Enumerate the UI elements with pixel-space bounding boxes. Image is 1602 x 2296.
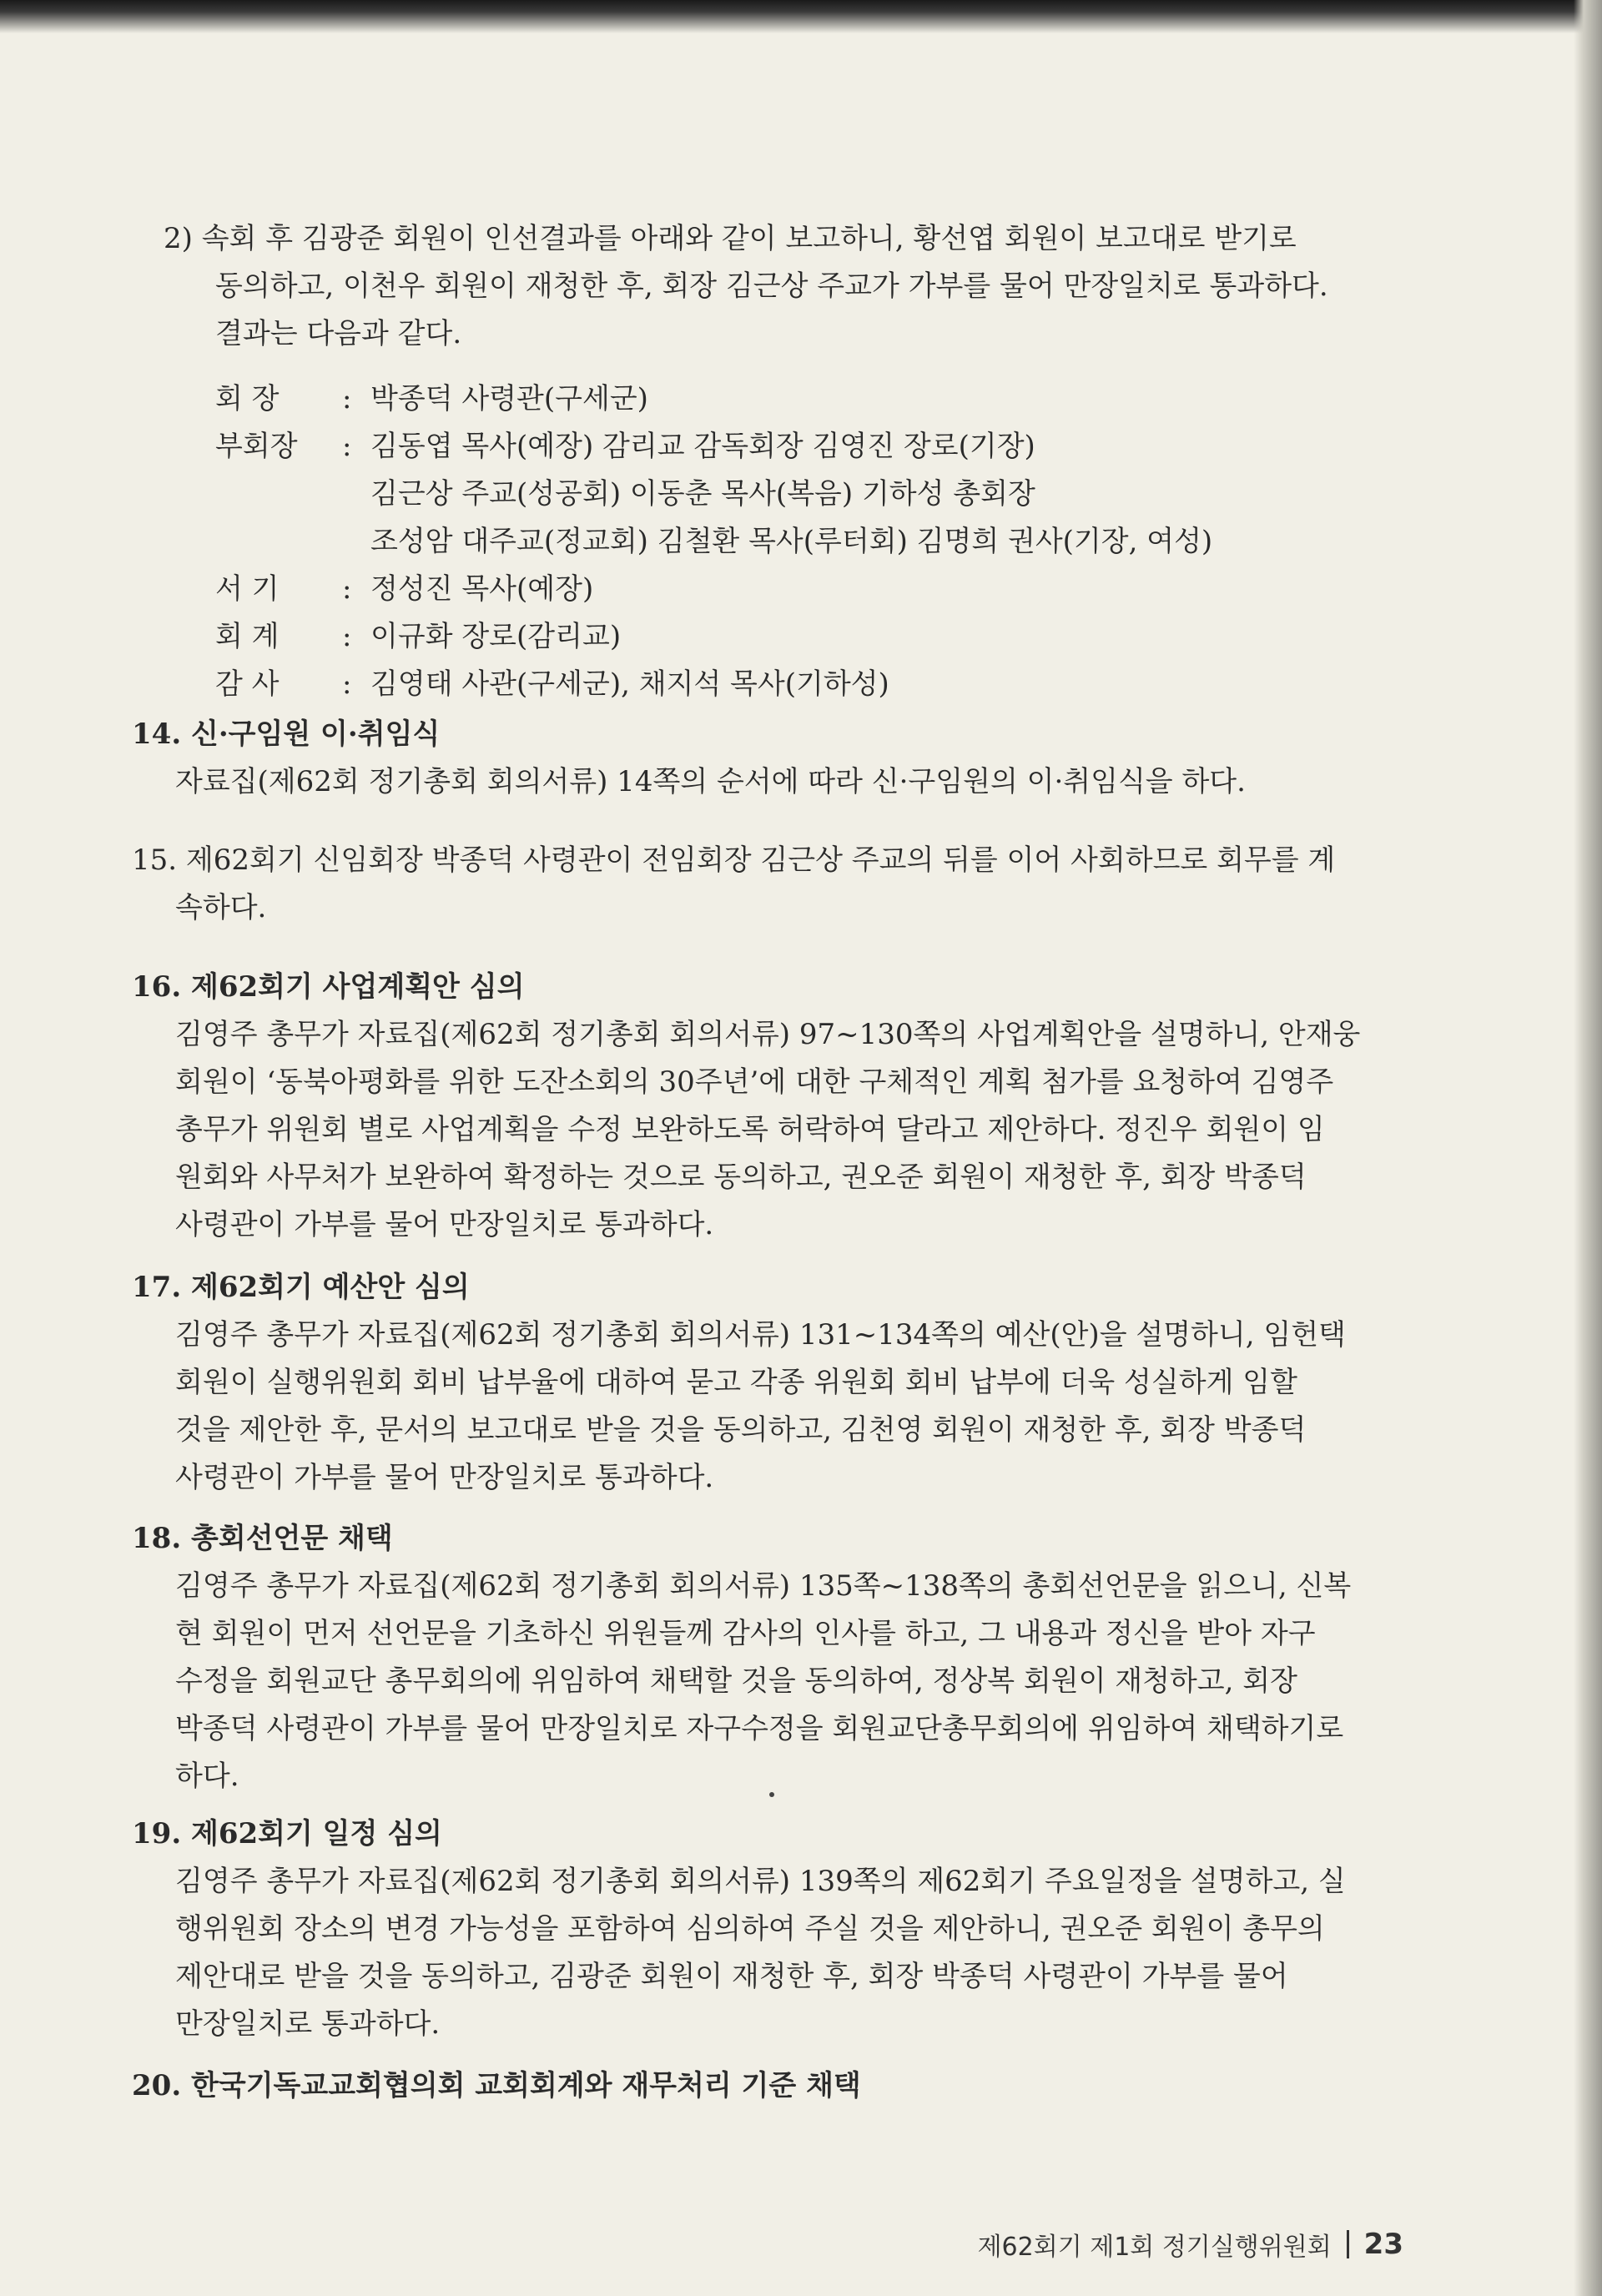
section-heading xyxy=(132,1515,1351,1563)
page-number: 23 xyxy=(1363,2228,1403,2261)
section-body-line: 것을 제안한 후, 문서의 보고대로 받을 것을 동의하고, 김천영 회원이 재청한 후, 회장 박종덕 xyxy=(175,1413,1307,1447)
item-2-paragraph xyxy=(164,215,1328,358)
section-heading xyxy=(132,2062,861,2110)
section-body-line: 김영주 총무가 자료집(제62회 정기총회 회의서류) 135쪽~138쪽의 총회선언문을 읽으니, 신복 xyxy=(175,1569,1352,1603)
officer-value: 이규화 장로(감리교) xyxy=(370,620,622,653)
section-number: 18. xyxy=(132,1522,182,1555)
section-body-line: 회원이 ‘동북아평화를 위한 도잔소회의 30주년’에 대한 구체적인 계획 첨가를 요청하여 김영주 xyxy=(175,1065,1334,1099)
section-heading xyxy=(132,1264,1346,1312)
section-heading xyxy=(132,1810,1346,1858)
section-heading xyxy=(132,711,1246,758)
section-title: 제62회기 일정 심의 xyxy=(191,1817,442,1850)
section-body-line: 제안대로 받을 것을 동의하고, 김광준 회원이 재청한 후, 회장 박종덕 사령관이 가부를 물어 xyxy=(175,1960,1288,1993)
section-14 xyxy=(132,711,1246,806)
officer-value: 김근상 주교(성공회) 이동춘 목사(복음) 기하성 총회장 xyxy=(370,477,1035,511)
section-number: 15. xyxy=(132,843,178,877)
section-body-line: 하다. xyxy=(175,1760,239,1793)
scan-shadow-right xyxy=(1574,0,1602,2296)
officer-colon: : xyxy=(342,667,352,701)
officer-list xyxy=(215,375,1212,708)
officer-colon: : xyxy=(342,430,352,463)
section-body-line xyxy=(132,837,1335,884)
section-body-line: 사령관이 가부를 물어 만장일치로 통과하다. xyxy=(175,1461,714,1494)
footer-divider xyxy=(1347,2230,1349,2258)
section-title: 신·구임원 이·취임식 xyxy=(191,718,441,751)
section-title: 제62회기 사업계획안 심의 xyxy=(191,970,525,1004)
section-body-text: 제62회기 신임회장 박종덕 사령관이 전임회장 김근상 주교의 뒤를 이어 사회하므로 회무를 계 xyxy=(185,843,1336,877)
section-body-line: 사령관이 가부를 물어 만장일치로 통과하다. xyxy=(175,1208,714,1241)
officer-colon: : xyxy=(342,382,352,415)
officer-row-auditor xyxy=(215,661,1212,708)
section-body-line: 김영주 총무가 자료집(제62회 정기총회 회의서류) 131~134쪽의 예산(안)을 설명하니, 임헌택 xyxy=(175,1318,1346,1352)
officer-value: 정성진 목사(예장) xyxy=(370,572,594,606)
officer-colon: : xyxy=(342,572,352,606)
officer-row-treasurer xyxy=(215,613,1212,661)
officer-colon: : xyxy=(342,620,352,653)
section-title: 제62회기 예산안 심의 xyxy=(191,1271,470,1304)
section-body-line: 박종덕 사령관이 가부를 물어 만장일치로 자구수정을 회원교단총무회의에 위임하여 채택하기로 xyxy=(175,1712,1344,1745)
officer-label: 회 장 xyxy=(215,382,280,415)
officer-value: 김동엽 목사(예장) 감리교 감독회장 김영진 장로(기장) xyxy=(370,430,1035,463)
officer-row-vice-president xyxy=(215,423,1212,566)
section-body-line: 행위원회 장소의 변경 가능성을 포함하여 심의하여 주실 것을 제안하니, 권오준 회원이 총무의 xyxy=(175,1912,1325,1946)
section-16 xyxy=(132,964,1360,1249)
section-18 xyxy=(132,1515,1351,1800)
officer-label: 감 사 xyxy=(215,667,280,701)
section-number: 19. xyxy=(132,1817,182,1850)
section-body-line: 속하다. xyxy=(175,891,267,924)
scan-speck xyxy=(769,1792,774,1797)
officer-label: 회 계 xyxy=(215,620,280,653)
section-number: 16. xyxy=(132,970,182,1004)
section-body-line: 김영주 총무가 자료집(제62회 정기총회 회의서류) 139쪽의 제62회기 주요일정을 설명하고, 실 xyxy=(175,1865,1346,1898)
section-number: 14. xyxy=(132,718,182,751)
officer-row-secretary xyxy=(215,566,1212,613)
section-20 xyxy=(132,2062,861,2110)
scan-shadow-top xyxy=(0,0,1602,33)
section-body-line: 수정을 회원교단 총무회의에 위임하여 채택할 것을 동의하여, 정상복 회원이 재청하고, 회장 xyxy=(175,1664,1297,1698)
section-title: 총회선언문 채택 xyxy=(191,1522,393,1555)
section-body-line: 만장일치로 통과하다. xyxy=(175,2007,441,2041)
section-body-line: 회원이 실행위원회 회비 납부율에 대하여 묻고 각종 위원회 회비 납부에 더욱 성실하게 임할 xyxy=(175,1366,1297,1399)
section-body-line: 원회와 사무처가 보완하여 확정하는 것으로 동의하고, 권오준 회원이 재청한 후, 회장 박종덕 xyxy=(175,1161,1307,1194)
item-2-line: 2) 속회 후 김광준 회원이 인선결과를 아래와 같이 보고하니, 황선엽 회원이 보고대로 받기로 xyxy=(164,222,1297,255)
page-footer xyxy=(978,2226,1403,2263)
officer-value: 조성암 대주교(정교회) 김철환 목사(루터회) 김명희 권사(기장, 여성) xyxy=(370,525,1213,558)
officer-label: 서 기 xyxy=(215,572,280,606)
officer-value: 박종덕 사령관(구세군) xyxy=(370,382,648,415)
officer-label: 부회장 xyxy=(215,430,298,463)
section-number: 20. xyxy=(132,2069,182,2102)
section-number: 17. xyxy=(132,1271,182,1304)
section-body-line: 김영주 총무가 자료집(제62회 정기총회 회의서류) 97~130쪽의 사업계획안을 설명하니, 안재웅 xyxy=(175,1018,1361,1051)
section-19 xyxy=(132,1810,1346,2048)
section-17 xyxy=(132,1264,1346,1502)
section-body-line: 현 회원이 먼저 선언문을 기초하신 위원들께 감사의 인사를 하고, 그 내용과 정신을 받아 자구 xyxy=(175,1617,1316,1650)
officer-row-president xyxy=(215,375,1212,423)
footer-title: 제62회기 제1회 정기실행위원회 xyxy=(977,2233,1332,2262)
section-body-line: 총무가 위원회 별로 사업계획을 수정 보완하도록 허락하여 달라고 제안하다. 정진우 회원이 임 xyxy=(175,1113,1325,1146)
section-heading xyxy=(132,964,1360,1011)
item-2-line: 동의하고, 이천우 회원이 재청한 후, 회장 김근상 주교가 가부를 물어 만장일치로 통과하다. xyxy=(215,269,1328,303)
officer-value: 김영태 사관(구세군), 채지석 목사(기하성) xyxy=(370,667,889,701)
section-title: 한국기독교교회협의회 교회회계와 재무처리 기준 채택 xyxy=(191,2069,861,2102)
item-2-line: 결과는 다음과 같다. xyxy=(215,317,462,350)
section-body-line: 자료집(제62회 정기총회 회의서류) 14쪽의 순서에 따라 신·구임원의 이·취임식을 하다. xyxy=(175,765,1246,798)
section-15 xyxy=(132,837,1335,932)
